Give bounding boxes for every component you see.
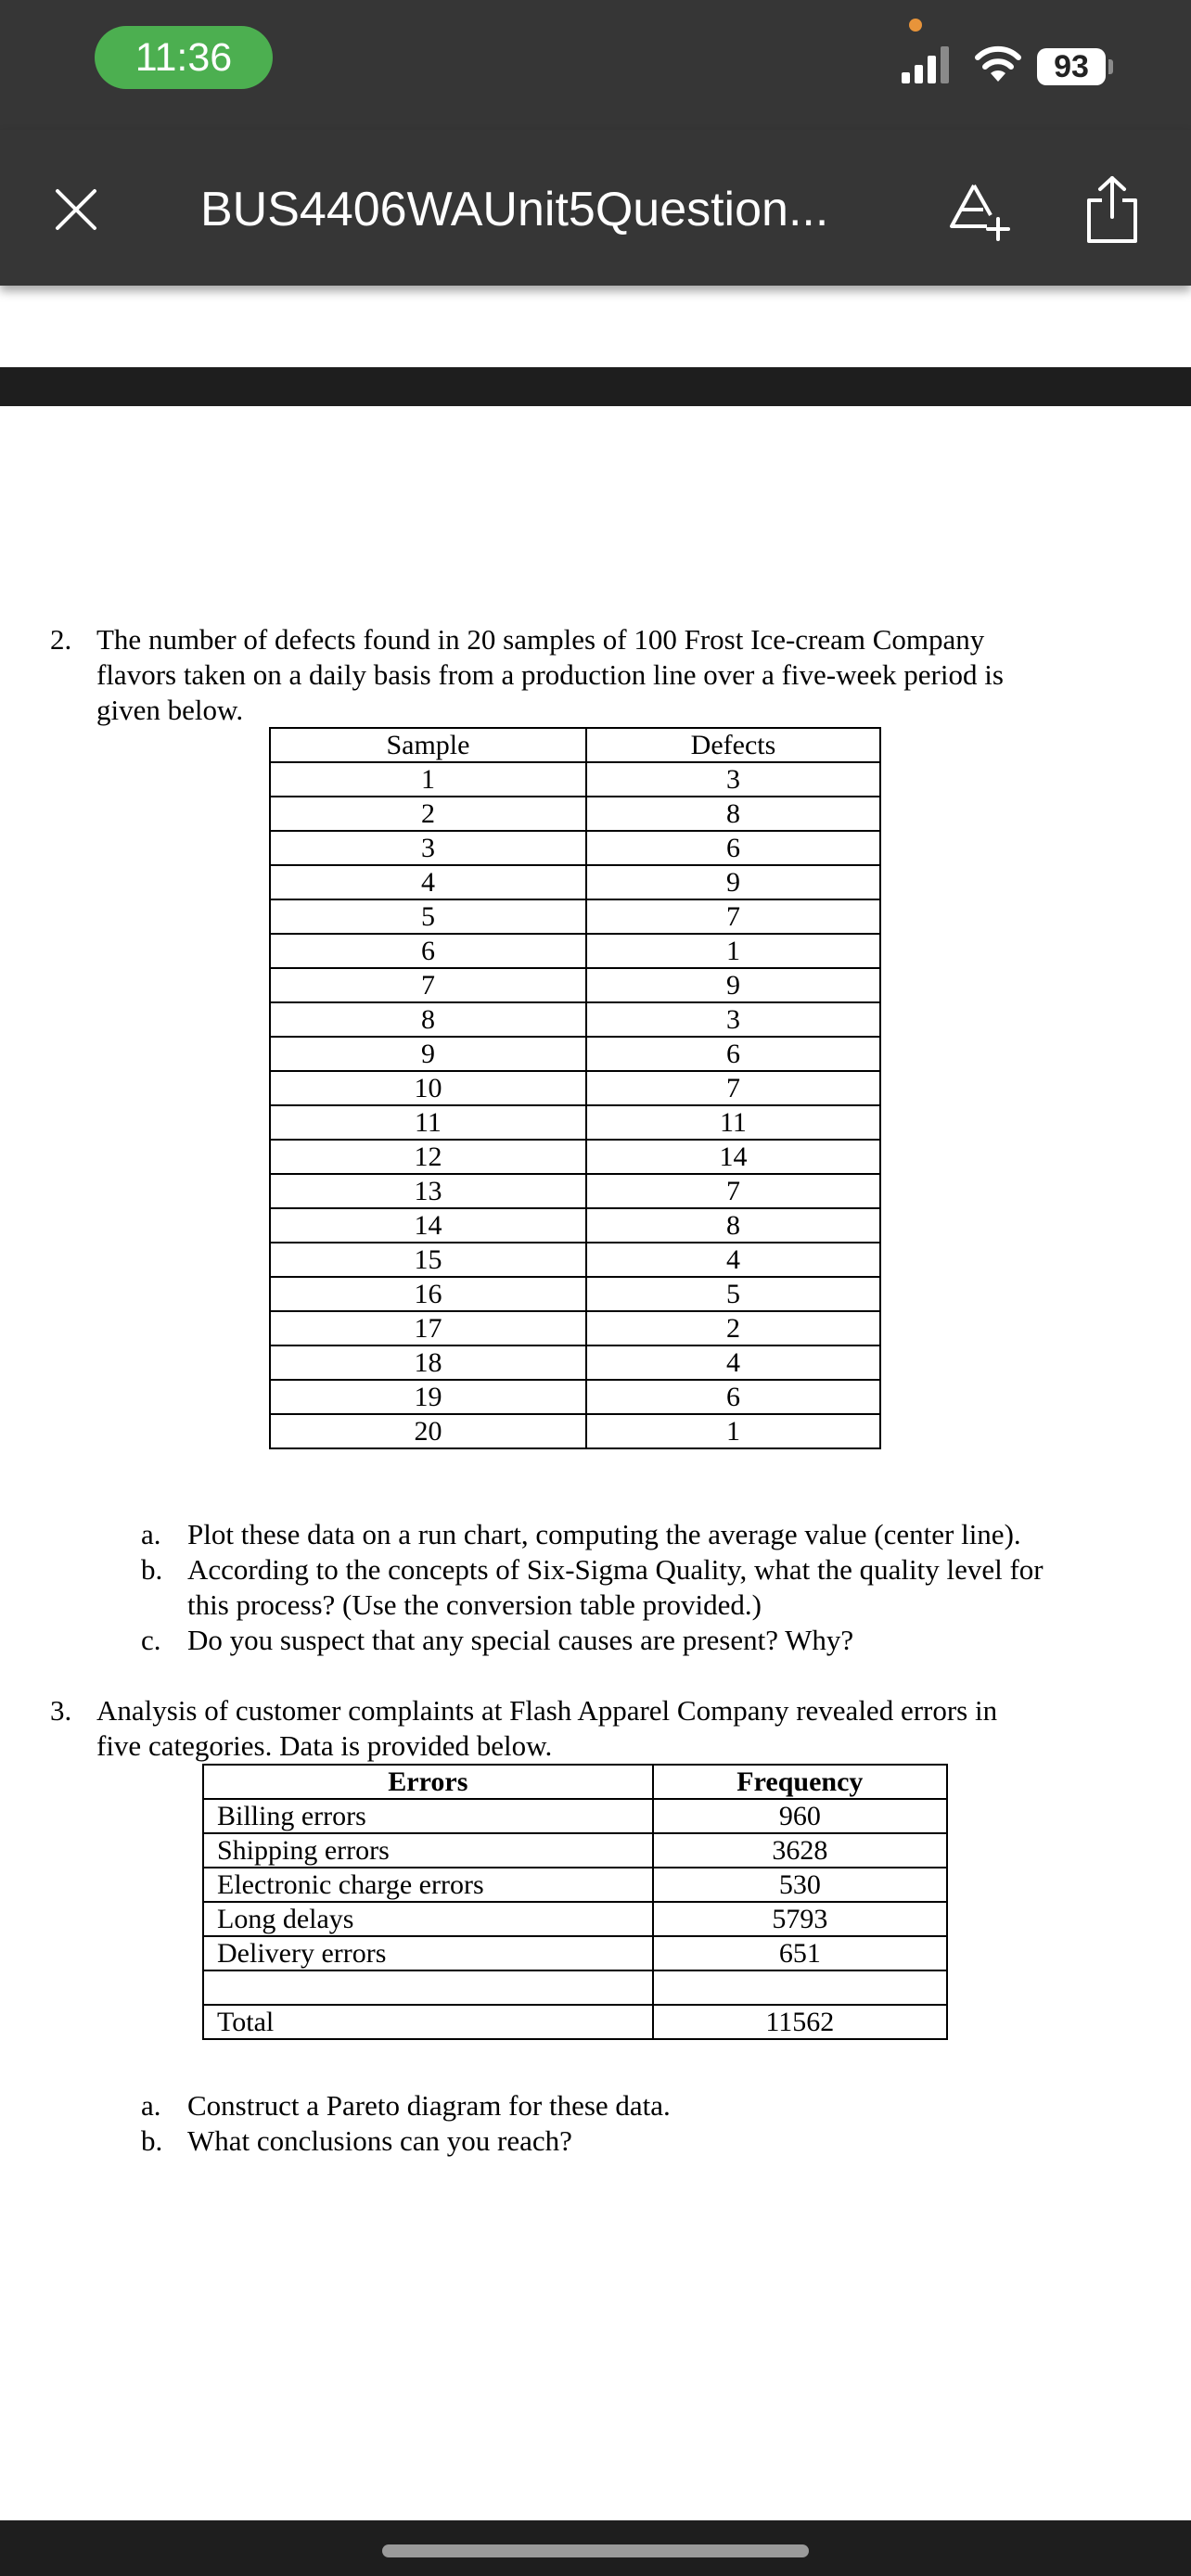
question-3-line-1: Analysis of customer complaints at Flash Apparel Company revealed errors in — [96, 1694, 998, 1727]
home-indicator[interactable] — [382, 2544, 809, 2557]
defects-cell: 7 — [586, 899, 880, 934]
frequency-cell: 3628 — [653, 1833, 947, 1868]
sample-cell: 17 — [270, 1311, 586, 1345]
error-category-cell: Shipping errors — [203, 1833, 653, 1868]
table-row — [203, 1833, 947, 1868]
table-row — [270, 1140, 880, 1174]
sample-cell: 9 — [270, 1037, 586, 1071]
defects-cell: 9 — [586, 865, 880, 899]
sample-cell: 18 — [270, 1345, 586, 1380]
sample-cell: 14 — [270, 1208, 586, 1243]
sample-cell: 20 — [270, 1414, 586, 1448]
error-category-cell: Delivery errors — [203, 1936, 653, 1970]
sample-cell: 4 — [270, 865, 586, 899]
table-row — [270, 1414, 880, 1448]
sample-cell: 12 — [270, 1140, 586, 1174]
battery-level: 93 — [1037, 48, 1106, 85]
table-row — [270, 762, 880, 797]
defects-cell: 8 — [586, 1208, 880, 1243]
defects-cell: 3 — [586, 762, 880, 797]
q2-sub-a-letter: a. — [141, 1518, 161, 1550]
column-header-frequency: Frequency — [653, 1765, 947, 1799]
q3-sub-a-text: Construct a Pareto diagram for these data. — [187, 2089, 671, 2122]
sample-cell: 3 — [270, 831, 586, 865]
close-icon[interactable] — [52, 185, 100, 234]
question-3-number: 3. — [50, 1694, 72, 1727]
table-row — [203, 1868, 947, 1902]
q2-sub-a-text: Plot these data on a run chart, computing the average value (center line). — [187, 1518, 1021, 1550]
sample-cell: 10 — [270, 1071, 586, 1105]
question-2-line-1: The number of defects found in 20 samples of 100 Frost Ice-cream Company — [96, 623, 985, 656]
defects-cell: 4 — [586, 1243, 880, 1277]
defects-cell: 1 — [586, 934, 880, 968]
sample-cell: 8 — [270, 1002, 586, 1037]
sample-cell: 13 — [270, 1174, 586, 1208]
question-2-line-3: given below. — [96, 694, 244, 726]
defects-cell: 2 — [586, 1311, 880, 1345]
table-row — [270, 1277, 880, 1311]
table-row — [270, 968, 880, 1002]
defects-cell: 3 — [586, 1002, 880, 1037]
frequency-cell: 530 — [653, 1868, 947, 1902]
errors-table — [202, 1764, 948, 2040]
table-row — [270, 1071, 880, 1105]
question-2-number: 2. — [50, 623, 72, 656]
defects-cell: 6 — [586, 1037, 880, 1071]
page-break-bar — [0, 367, 1191, 406]
error-category-cell — [203, 1970, 653, 2005]
document-toolbar — [0, 130, 1191, 286]
table-row — [203, 1936, 947, 1970]
table-row — [270, 1002, 880, 1037]
sample-cell: 15 — [270, 1243, 586, 1277]
defects-cell: 7 — [586, 1174, 880, 1208]
table-row — [270, 1105, 880, 1140]
table-row — [270, 1380, 880, 1414]
share-icon[interactable] — [1083, 174, 1141, 245]
sample-cell: 19 — [270, 1380, 586, 1414]
q3-sub-b-text: What conclusions can you reach? — [187, 2124, 572, 2157]
defects-cell: 1 — [586, 1414, 880, 1448]
table-row — [270, 797, 880, 831]
table-row — [270, 899, 880, 934]
defects-cell: 11 — [586, 1105, 880, 1140]
table-row — [203, 1902, 947, 1936]
q2-sub-b-line-1: According to the concepts of Six-Sigma Quality, what the quality level for — [187, 1553, 1044, 1586]
status-time: 11:36 — [95, 26, 273, 89]
sample-cell: 11 — [270, 1105, 586, 1140]
table-row — [270, 865, 880, 899]
error-category-cell: Billing errors — [203, 1799, 653, 1833]
total-value-cell: 11562 — [653, 2005, 947, 2039]
status-bar — [0, 0, 1191, 130]
defects-cell: 8 — [586, 797, 880, 831]
cellular-signal-icon — [900, 45, 952, 83]
table-row — [270, 1037, 880, 1071]
sample-cell: 6 — [270, 934, 586, 968]
question-3-line-2: five categories. Data is provided below. — [96, 1729, 553, 1762]
table-header-row — [270, 728, 880, 762]
defects-table — [269, 727, 881, 1449]
q2-sub-b-letter: b. — [141, 1553, 163, 1586]
wifi-icon — [974, 41, 1022, 85]
column-header-sample: Sample — [270, 728, 586, 762]
table-row — [203, 1799, 947, 1833]
question-2-line-2: flavors taken on a daily basis from a production line over a five-week period is — [96, 658, 1004, 691]
table-row — [270, 1345, 880, 1380]
q2-sub-b-line-2: this process? (Use the conversion table provided.) — [187, 1588, 762, 1621]
q2-sub-c-text: Do you suspect that any special causes are present? Why? — [187, 1624, 854, 1656]
column-header-errors: Errors — [203, 1765, 653, 1799]
document-title: BUS4406WAUnit5Question... — [200, 183, 829, 236]
table-total-row — [203, 2005, 947, 2039]
defects-cell: 7 — [586, 1071, 880, 1105]
error-category-cell: Electronic charge errors — [203, 1868, 653, 1902]
defects-cell: 6 — [586, 831, 880, 865]
table-row — [270, 1311, 880, 1345]
sample-cell: 2 — [270, 797, 586, 831]
error-category-cell: Long delays — [203, 1902, 653, 1936]
sample-cell: 1 — [270, 762, 586, 797]
privacy-indicator-dot — [909, 19, 922, 32]
q3-sub-b-letter: b. — [141, 2124, 163, 2157]
table-row — [270, 1243, 880, 1277]
defects-cell: 6 — [586, 1380, 880, 1414]
total-label-cell: Total — [203, 2005, 653, 2039]
sample-cell: 7 — [270, 968, 586, 1002]
defects-cell: 4 — [586, 1345, 880, 1380]
table-row — [270, 831, 880, 865]
frequency-cell: 5793 — [653, 1902, 947, 1936]
table-row — [203, 1970, 947, 2005]
frequency-cell — [653, 1970, 947, 2005]
defects-cell: 5 — [586, 1277, 880, 1311]
sample-cell: 5 — [270, 899, 586, 934]
add-person-icon[interactable] — [946, 178, 1013, 245]
table-row — [270, 1174, 880, 1208]
frequency-cell: 651 — [653, 1936, 947, 1970]
table-row — [270, 1208, 880, 1243]
table-row — [270, 934, 880, 968]
table-header-row — [203, 1765, 947, 1799]
q3-sub-a-letter: a. — [141, 2089, 161, 2122]
frequency-cell: 960 — [653, 1799, 947, 1833]
sample-cell: 16 — [270, 1277, 586, 1311]
q2-sub-c-letter: c. — [141, 1624, 161, 1656]
defects-cell: 9 — [586, 968, 880, 1002]
defects-cell: 14 — [586, 1140, 880, 1174]
column-header-defects: Defects — [586, 728, 880, 762]
battery-cap — [1108, 59, 1113, 74]
